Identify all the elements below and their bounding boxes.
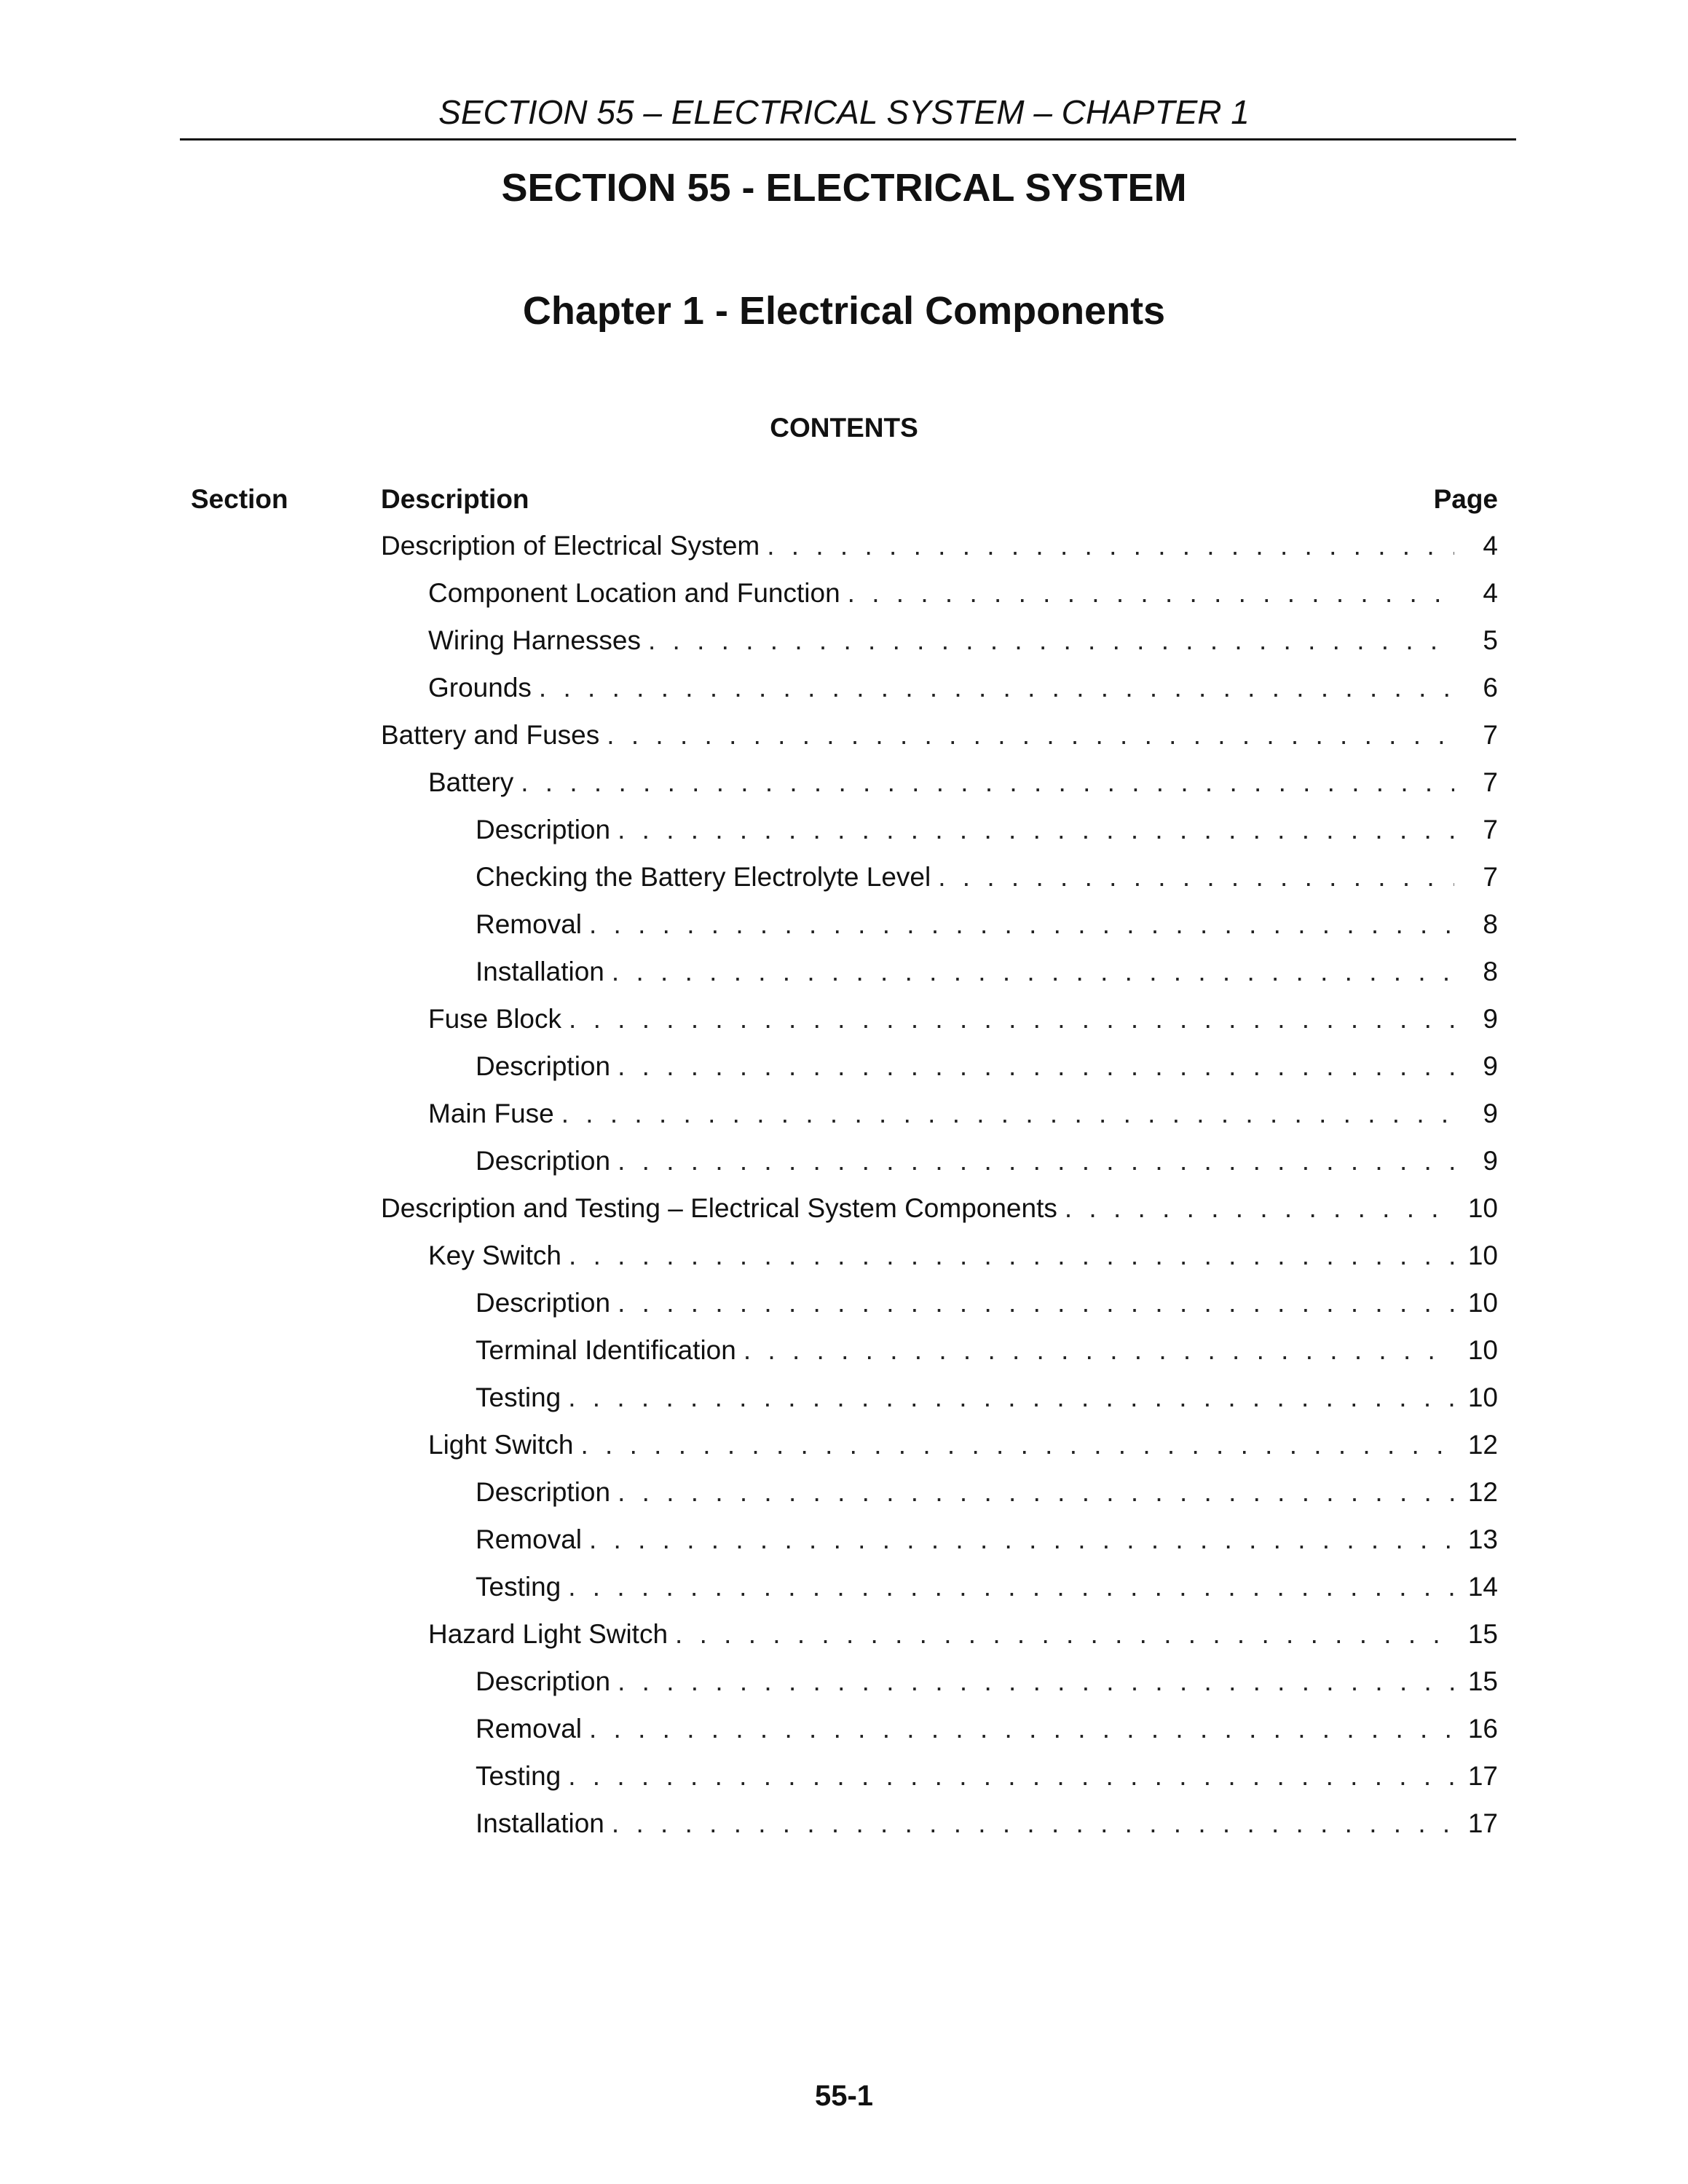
toc-dot-leader — [675, 1618, 1454, 1650]
toc-entry[interactable] — [381, 577, 1498, 625]
toc-entry[interactable] — [381, 1382, 1498, 1429]
toc-dot-leader — [848, 577, 1454, 609]
toc-entry-page: 9 — [1483, 1004, 1498, 1034]
toc-dot-leader — [569, 1240, 1454, 1272]
toc-dot-leader — [618, 1051, 1454, 1083]
toc-entry-page: 12 — [1467, 1477, 1498, 1507]
toc-entry-title: Removal — [476, 1524, 582, 1554]
toc-dot-leader — [1065, 1192, 1454, 1224]
toc-entry-page: 9 — [1483, 1146, 1498, 1176]
toc-entry-title: Terminal Identification — [476, 1335, 736, 1365]
toc-entry[interactable] — [381, 909, 1498, 956]
toc-entry[interactable] — [381, 1051, 1498, 1098]
toc-entry[interactable] — [381, 530, 1498, 577]
toc-entry[interactable] — [381, 1429, 1498, 1476]
toc-dot-leader — [539, 672, 1454, 704]
toc-dot-leader — [618, 814, 1454, 846]
toc-entry-title: Component Location and Function — [428, 578, 840, 608]
toc-dot-leader — [568, 1571, 1454, 1603]
column-header-description: Description — [381, 484, 529, 514]
toc-dot-leader — [589, 1713, 1454, 1745]
toc-entry-page: 15 — [1467, 1666, 1498, 1696]
toc-entry[interactable] — [381, 625, 1498, 672]
toc-entry-page: 17 — [1467, 1761, 1498, 1791]
toc-dot-leader — [589, 1524, 1454, 1556]
toc-dot-leader — [568, 1382, 1454, 1414]
toc-entry-page: 9 — [1483, 1099, 1498, 1128]
toc-dot-leader — [767, 530, 1454, 562]
toc-entry-title: Light Switch — [428, 1430, 574, 1460]
toc-dot-leader — [607, 719, 1454, 751]
toc-entry-title: Key Switch — [428, 1241, 562, 1270]
toc-dot-leader — [589, 909, 1454, 941]
toc-entry[interactable] — [381, 1003, 1498, 1051]
toc-entry-title: Description — [476, 1288, 611, 1318]
toc-entry[interactable] — [381, 1618, 1498, 1666]
toc-entry-title: Battery — [428, 767, 514, 797]
toc-entry-page: 4 — [1483, 578, 1498, 608]
toc-entry[interactable] — [381, 1713, 1498, 1760]
page-number: 55-1 — [814, 2080, 874, 2112]
toc-entry-page: 7 — [1483, 862, 1498, 892]
toc-entry-title: Testing — [476, 1761, 561, 1791]
toc-entry-title: Description — [476, 1477, 611, 1507]
toc-dot-leader — [612, 1808, 1454, 1840]
toc-entry-page: 10 — [1467, 1241, 1498, 1270]
toc-entry-page: 12 — [1467, 1430, 1498, 1460]
chapter-title: Chapter 1 - Electrical Components — [522, 289, 1166, 333]
toc-entry[interactable] — [381, 1240, 1498, 1287]
toc-dot-leader — [569, 1003, 1454, 1035]
toc-entry-page: 6 — [1483, 673, 1498, 703]
toc-entry-page: 8 — [1483, 909, 1498, 939]
toc-entry[interactable] — [381, 814, 1498, 861]
toc-entry-title: Installation — [476, 957, 604, 986]
toc-entry-page: 4 — [1483, 531, 1498, 561]
toc-entry-title: Description — [476, 1146, 611, 1176]
toc-entry-page: 8 — [1483, 957, 1498, 986]
toc-entry-title: Description of Electrical System — [381, 531, 760, 561]
toc-entry-page: 7 — [1483, 815, 1498, 844]
toc-entry-title: Main Fuse — [428, 1099, 554, 1128]
table-of-contents — [381, 530, 1498, 1855]
toc-entry-title: Description and Testing – Electrical System Components — [381, 1193, 1057, 1223]
toc-dot-leader — [938, 861, 1454, 893]
toc-entry[interactable] — [381, 861, 1498, 909]
toc-dot-leader — [744, 1334, 1454, 1366]
toc-dot-leader — [618, 1476, 1454, 1508]
toc-entry[interactable] — [381, 1760, 1498, 1808]
section-title: SECTION 55 - ELECTRICAL SYSTEM — [501, 166, 1187, 210]
toc-entry-page: 10 — [1467, 1288, 1498, 1318]
contents-heading: CONTENTS — [770, 413, 918, 443]
toc-entry[interactable] — [381, 1334, 1498, 1382]
toc-entry[interactable] — [381, 1524, 1498, 1571]
toc-dot-leader — [618, 1145, 1454, 1177]
toc-entry-page: 10 — [1467, 1335, 1498, 1365]
toc-entry-page: 10 — [1467, 1193, 1498, 1223]
toc-entry[interactable] — [381, 1808, 1498, 1855]
toc-entry[interactable] — [381, 767, 1498, 814]
toc-entry-page: 15 — [1467, 1619, 1498, 1649]
toc-entry-title: Grounds — [428, 673, 532, 703]
toc-entry-title: Testing — [476, 1382, 561, 1412]
toc-entry-title: Testing — [476, 1572, 561, 1602]
toc-entry[interactable] — [381, 956, 1498, 1003]
toc-entry-page: 17 — [1467, 1808, 1498, 1838]
toc-dot-leader — [581, 1429, 1455, 1461]
toc-entry[interactable] — [381, 1145, 1498, 1192]
toc-entry[interactable] — [381, 1287, 1498, 1334]
toc-dot-leader — [612, 956, 1454, 988]
toc-entry[interactable] — [381, 1476, 1498, 1524]
toc-entry-page: 13 — [1467, 1524, 1498, 1554]
column-header-section: Section — [191, 484, 288, 514]
toc-entry-title: Description — [476, 815, 611, 844]
toc-entry-title: Removal — [476, 1714, 582, 1744]
toc-dot-leader — [568, 1760, 1454, 1792]
toc-dot-leader — [561, 1098, 1454, 1130]
toc-entry-page: 7 — [1483, 720, 1498, 750]
toc-entry[interactable] — [381, 1571, 1498, 1618]
toc-entry-page: 10 — [1467, 1382, 1498, 1412]
toc-entry[interactable] — [381, 1098, 1498, 1145]
toc-entry-page: 16 — [1467, 1714, 1498, 1744]
toc-entry-title: Hazard Light Switch — [428, 1619, 669, 1649]
toc-dot-leader — [618, 1666, 1454, 1698]
toc-entry-page: 14 — [1467, 1572, 1498, 1602]
toc-dot-leader — [521, 767, 1454, 799]
toc-entry-title: Description — [476, 1666, 611, 1696]
toc-dot-leader — [648, 625, 1454, 657]
toc-entry-title: Wiring Harnesses — [428, 625, 641, 655]
toc-entry[interactable] — [381, 1192, 1498, 1240]
toc-entry-title: Removal — [476, 909, 582, 939]
toc-dot-leader — [618, 1287, 1454, 1319]
running-header: SECTION 55 – ELECTRICAL SYSTEM – CHAPTER 1 — [438, 93, 1250, 131]
toc-entry[interactable] — [381, 719, 1498, 767]
toc-entry[interactable] — [381, 672, 1498, 719]
toc-entry-title: Checking the Battery Electrolyte Level — [476, 862, 931, 892]
column-header-page: Page — [1433, 484, 1498, 514]
toc-entry-page: 7 — [1483, 767, 1498, 797]
header-rule — [180, 138, 1516, 141]
toc-entry-title: Fuse Block — [428, 1004, 562, 1034]
toc-entry-title: Installation — [476, 1808, 604, 1838]
toc-entry-title: Description — [476, 1051, 611, 1081]
toc-entry-title: Battery and Fuses — [381, 720, 600, 750]
toc-entry-page: 5 — [1483, 625, 1498, 655]
toc-entry[interactable] — [381, 1666, 1498, 1713]
toc-entry-page: 9 — [1483, 1051, 1498, 1081]
